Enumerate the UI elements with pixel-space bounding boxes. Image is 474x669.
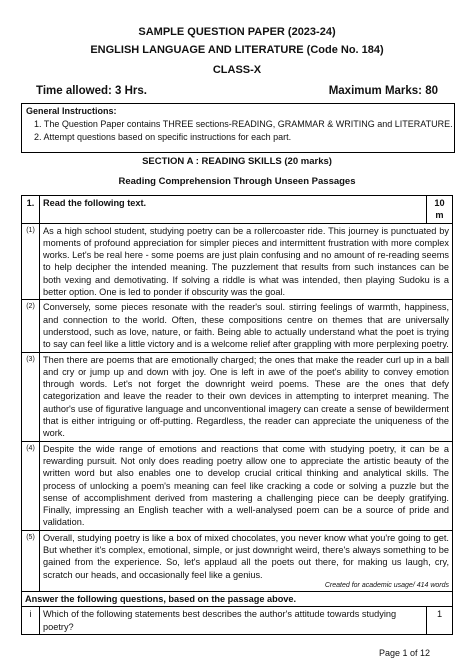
paragraph-number: (3) [22, 352, 40, 441]
question-label: Read the following text. [40, 196, 427, 224]
table-row [22, 300, 453, 352]
passage-paragraph: As a high school student, studying poetry can be a rollercoaster ride. This journey is punctuated by moments of profound appreciation for simpler pieces and intermittent frustration with more complex works. Let's be real here - some poems are just plain confusing and no amount of re-reading seems to help decipher the intended meaning. The puzzlement that results from such instances can be both vexing and demotivating. If solving a riddle is what was intended, then playing Sudoku is a better option. One is led to ponder if obscurity was the goal. [40, 223, 453, 300]
time-allowed: Time allowed: 3 Hrs. [36, 85, 147, 97]
section-title: SECTION A : READING SKILLS (20 marks) [142, 156, 332, 167]
page-number: Page 1 of 12 [378, 648, 430, 658]
maximum-marks: Maximum Marks: 80 [328, 85, 438, 97]
sub-question-number: i [22, 607, 40, 635]
table-row [22, 591, 453, 606]
passage-paragraph: Despite the wide range of emotions and reactions that come with studying poetry, it can be a rewarding pursuit. Not only does reading poetry allow one to appreciate the artistic beauty of the written word but also enables one to develop crucial critical thinking and analytical skills. The process of unlocking a poem's meaning can feel like cracking a code or solving a puzzle but the sense of accomplishment derived from mastering a challenging piece can be deeply gratifying. Finally, impressing an English teacher with a well-analysed poem can be a source of pride and validation. [40, 441, 453, 530]
sub-question-marks: 1 [427, 607, 453, 635]
question-number: 1. [22, 196, 40, 224]
table-row [22, 441, 453, 530]
table-row [22, 530, 453, 591]
instruction-item: 1. The Question Paper contains THREE sections-READING, GRAMMAR & WRITING and LITERATURE. [34, 119, 453, 129]
paragraph-number: (4) [22, 441, 40, 530]
section-subtitle: Reading Comprehension Through Unseen Passages [118, 176, 356, 187]
passage-paragraph [40, 530, 453, 591]
passage-text: Overall, studying poetry is like a box of mixed chocolates, you never know what you're going to get. But whether it's complex, emotional, simple, or just downright weird, there's always something to be gained from the experience. So, let's applaud all the poets out there, for making us laugh, cry, scratch our heads, and occasionally feel like a genius. [43, 532, 449, 580]
paragraph-number: (5) [22, 530, 40, 591]
paragraph-number: (2) [22, 300, 40, 352]
answer-prompt: Answer the following questions, based on the passage above. [22, 591, 453, 606]
paper-title: SAMPLE QUESTION PAPER (2023-24) [138, 26, 336, 38]
general-instructions-box [21, 103, 455, 153]
table-row [22, 223, 453, 300]
passage-credit: Created for academic usage/ 414 words [324, 581, 449, 589]
passage-paragraph: Conversely, some pieces resonate with the reader's soul. stirring feelings of warmth, happiness, and connection to the world. Often, these compositions centre on themes that are universally understood, such as love, nature, or faith. Being able to actually understand what the poet is trying to say can feel like a little victory and is a welcome relief after grappling with more perplexing poetry. [40, 300, 453, 352]
question-marks: 10 m [427, 196, 453, 224]
sub-question-text: Which of the following statements best describes the author's attitude towards studying poetry? [40, 607, 427, 635]
instructions-title: General Instructions: [26, 106, 117, 116]
paragraph-number: (1) [22, 223, 40, 300]
table-row [22, 352, 453, 441]
paper-class: CLASS-X [212, 64, 262, 76]
instruction-item: 2. Attempt questions based on specific instructions for each part. [34, 132, 292, 142]
reading-question-table [21, 195, 453, 635]
table-row [22, 607, 453, 635]
paper-subject: ENGLISH LANGUAGE AND LITERATURE (Code No. 184) [90, 44, 384, 56]
passage-paragraph: Then there are poems that are emotionally charged; the ones that make the reader curl up in a ball and cry or jump up and down with joy. One is left in awe of the poet's ability to convey emotion through words. Let's not forget the downright weird poems. These are the ones that defy categorization and leave the reader to their own devices in attempting to interpret meaning. The author's use of figurative language and unconventional imagery can create a sense of bewilderment that is either intriguing or off-putting. Regardless, the reader can appreciate the uniqueness of the work. [40, 352, 453, 441]
table-row [22, 196, 453, 224]
